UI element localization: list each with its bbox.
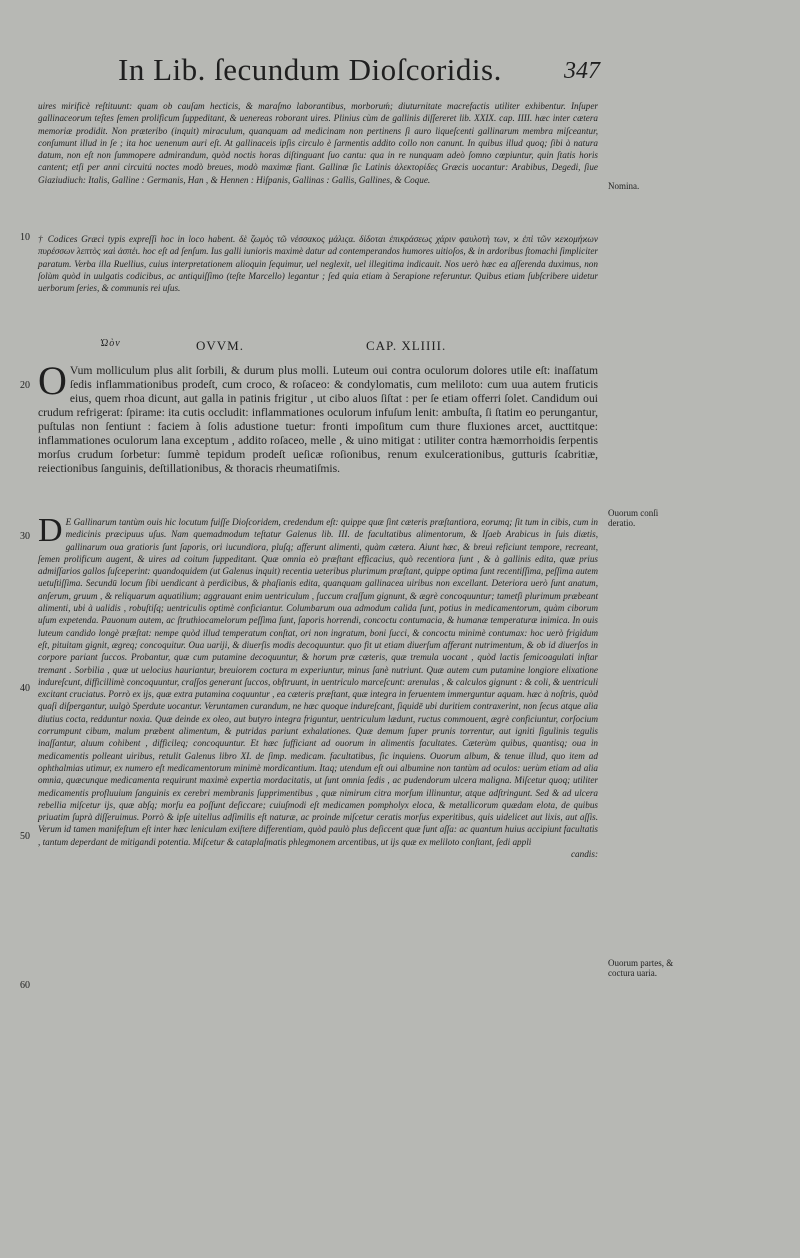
dioscorides-text-block [38,358,598,476]
line-number: 40 [20,683,30,694]
commentary-text-3-body: E Gallinarum tantùm ouis hic locutum fuiſſe Dioſcoridem, credendum eſt: quippe quæ ſint cæteris præſtantiora, eorumq; ſit tum in cibis, cum in medicinis præcipuus uſus. Nam quemadmodum teſtatur Galenus lib. III. de facultatibus alimentorum, & Iſaeb Arabicus in ſuis diætis, gallinarum oua gratioris ſunt ſaporis, ori iucundiora, pluſq; afferunt alimenti, quàm cætera. Aiunt hæc, & breui reficiunt tempore, recreant, ſemen prolificum augent, & uires ad coitum ſuppeditant. Quæ omnia eò præſtant efficacius, quò recentiora ſunt , & à gallinis edita, quæ prius admiſſarios gallos ſuſceperint: quandoquidem (ut Galenus inquit) recentia ueteribus plurimum præſtant, quippe optima ſunt recentiſſima, peſſima autem uetuſtiſſima. Secundū locum ſibi uendicant à perdicibus, & phaſianis edita, quanquam gallinacea uiribus non excellant. Deteriora uerò ſunt anatum, anſerum, gruum , & reliquarum aquatilium; aggrauant enim uentriculum , ſuccum craſſum gignunt, & ægrè concoquuntur; tametſi plurimum præbeant alimenti, ubi à ualidis , robuſtiſq; uentriculis optimè conficiantur. Columbarum oua admodum calida ſunt, potius in medicamentorum, quàm ciborum uſum expetenda. Pauonum autem, ac ſtruthiocamelorum peſſima ſunt, ſaporis horrendi, concoctu contumacia, & humanæ temperaturæ inimica. In ouis luteum candido longè præſtat: nempe quòd illud temperatum conſtat, ori non ingratum, boni ſucci, & concoctu minimè contumax: hoc uerò frigidum eſt, pituitam gignit, ægreq; concoquitur. Oua uariji, & diuerſis modis decoquuntur. quo fit ut etiam diuerſum afferant nutrimentum, & ob id diuerſos in corpore pariant ſuccos. Probantur, quæ cum putamine decoquuntur, & horum præ cæteris, quæ tremula uocant , quòd lactis ſemicoagulati inſtar tremant . Sorbilia , quæ ut uelocius hauriantur, breuiorem coctura m experiuntur, minus ſanè nutriunt. Quæ autem cum putamine longiore elixatione indureſcunt, difficillimè concoquuntur, craſſos generant ſuccos, obſtruunt, in uentriculo marceſcunt: arenulas , & calculos gignunt : & coli, & uentriculi excitant cruciatus. Porrò ex ijs, quæ extra putamina coquuntur , ea cæteris præſtant, quæ integra in feruentem immerguntur aquam. hæc à noſtris, quòd quaſi diſpergantur, uulgò Sperdute uocantur. Veruntamen curandum, ne hæc quoque indureſcant, ſiquidē ubi duritiem contraxerint, non ſecus atque alia diutius cocta, redduntur noxia. Quæ deinde ex oleo, aut butyro integra friguntur, uentriculum lædunt, ructus commouent, ægrè conficiuntur, corſocium corrumpunt cibum, malum præbent alimentum, & putridas pariunt exhalationes. Quæ demum ſuper prunis torrentur, aut igniti ſigulinis tegulis inaſſantur, aluum cohibent , difficileq; concoquuntur. Et hæc ſufficiant ad ouorum in alimentis facultates. Cæterùm quibus, quantisq; oua in medicamentis polleant uiribus, retulit Galenus libro XI. de ſimp. medicam. facultatibus, ſic inquiens. Ouorum album, & tenue illud, quo item ad ophthalmias utimur, ex numero eſt medicamentorum minimè mordicantium. Itaq; utendum eſt oui albumine non tantùm ad oculos: uerùm etiam ad alia omnia, quæcunque medicamenta requirunt maximè expertia mordacitatis, ut ſunt omnia ſedis , ac pudendorum ulcera maligna. Miſcetur quoq; utiliter medicamentis profluuium ſanguinis ex cerebri membranis ſupprimentibus , quæ nimirum citra morſum illinuntur, atque adſtringunt. Sed & ad ulcera rebellia miſcetur ijs, quæ abſq; morſu ea poſſunt deſiccare; cuiuſmodi eſt medicamen pompholyx eloca, & metallicorum quædam elota, de quibus priuatim ſuprà diſſeruimus. Porrò & ipſe uitellus adſimilis eſt naturæ, ac proinde miſcetur ceratis morſus experitibus, quis uidelicet aut lixis, aut aſſis. Verum id tamen manifeſtum eſt inter hæc leniculam exiſtere differentiam, quòd paulò plus deſiccent quæ ſunt aſſa: ac quantum huius accipiunt facultatis , tantum deperdant de mitigandi potentia. Miſcetur & cataplaſmatis phlegmonem arcentibus, ut ijs quæ ex meliloto conſtant, ſedi appli [38,517,598,847]
line-number: 20 [20,380,30,391]
line-number: 30 [20,531,30,542]
chapter-title: OVVM. [196,338,244,353]
commentary-text-1: uires mirificè reſtituunt: quam ob cauſam hecticis, & maraſmo laborantibus, morboruḿ; diuturnitate macrefactis utiliter exhibentur. Inſuper gallinaceorum teſtes ſemen prolificum ſuppeditant, & uenereas roborant uires. Plinius cùm de gallinis diſſereret lib. XXIX. cap. IIII. hæc inter cætera memoriæ prodidit. Non præteribo (inquit) miraculum, quanquam ad medicinam non pertinens ſi auro liqueſcenti gallinarum membra miſceantur, conſumunt illud in ſe ; ita hoc uenenum auri eſt. At gallinaceis ipſis circulo è ſarmentis addito collo non canunt. In quibus illud quoq; ſibi à natura datum, non eſt non ſummopere admirandum, quòd noctis horas diſtinguant ſuo cantu: qua in re nunquam adeò ſomno cœpiuntur, quin ſtatis horis cantent; etſi per anni circuitú noctes modò breues, modò maximæ fiant. Gallinæ ſic Latinis ἀλεκτορίδες Græcis uocantur: Arabibus, Degedi, ſiue Giaziudiuch: Italis, Galline : Germanis, Han , & Hennen : Hiſpanis, Gallinas : Gallis, Gallines, & Coque. [38,101,598,185]
catchword: candis: [570,849,598,860]
line-number: 50 [20,831,30,842]
page-header [118,52,658,96]
page-number: 347 [564,58,600,84]
commentary-text-3 [38,512,598,848]
line-number: 60 [20,980,30,991]
dioscorides-text-body: Vum molliculum plus alit ſorbili, & durum plus molli. Luteum oui contra oculorum dolores utile eſt: inaſſatum ſedis inflammationibus prodeſt, cum croco, & roſaceo: & condylomatis, cum meliloto: cum uua autem fruticis eius, quem rhoa dicunt, aut galla in patinis frigitur , ut cibo aluos ſiſtat : per ſe etiam offerri ſolet. Candidum oui crudum refrigerat: ſpirame: ita cutis occludit: inflammationes oculorum infuſum lenit: ambuſta, ſi ſtatim eo perungantur, puſtulas non ſentiunt : faciem à ſolis adustione tuetur: fronti impoſitum cum thure fluxiones arcet, aucttitque: inflammationes oculorum lana exceptum , addito roſaceo, melle , & uino mitigat : utiliter contra hæmorrhoidis ſerpentis morſus crudum ſorbetur: ſummè tepidum prodeſt ueſicæ roſionibus, renum exulcerationibus, gutturis ſcabritiæ, reiectionibus ſanguinis, deſtillationibus, & thoracis rheumatiſmis. [38,364,598,475]
chapter-number: CAP. XLIIII. [366,338,447,353]
margin-note-ouorum-partes: Ouorum partes, & coctura uaria. [608,958,674,978]
margin-note-nomina: Nomina. [608,181,640,191]
margin-note-ouorum-consideratio: Ouorum conſi deratio. [608,508,659,528]
line-number: 10 [20,232,30,243]
chapter-heading [38,338,598,354]
commentary-text-2: † Codices Græci typis expreſſi hoc in loco habent. δὲ ζωμὸς τῶ νέσσακος μάλιςα. δίδοται ἐπικράσεως χάριν φαυλοτὴ των, ϰ ἐπὶ τῶν ϰεϰομήϰων πυρέσσων λεπτὸς ϰαὶ ἀσπέι. hoc eſt ad ſenſum. Ius galli iunioris maximè datur ad contemperandos humores uitioſos, & in ardoribus ſtomachi ſimpliciter paratum. Verba illa Ruellius, cuius interpretationem alioquin ſequimur, uel neglexit, uel illegitima indicauit. Nos uerò hæc ea aſſerenda duximus, non ſolùm quòd in uulgatis codicibus, ac antiquiſſimo (teſte Marcello) legantur ; ſed quia etiam à Serapione referuntur. Quibus etiam ſubſcribere uidetur uerborum ſeries, & communis rei uſus. [38,234,598,294]
dropcap-o: O [38,358,67,403]
chapter-greek-title: Ὠὸν [100,338,121,349]
dropcap-d: D [38,512,63,549]
dioscorides-text [38,358,598,476]
commentary-block-3 [38,512,598,860]
running-title: In Lib. ſecundum Dioſcoridis. [118,52,502,87]
commentary-block-1 [38,100,598,186]
commentary-block-2 [38,233,598,294]
